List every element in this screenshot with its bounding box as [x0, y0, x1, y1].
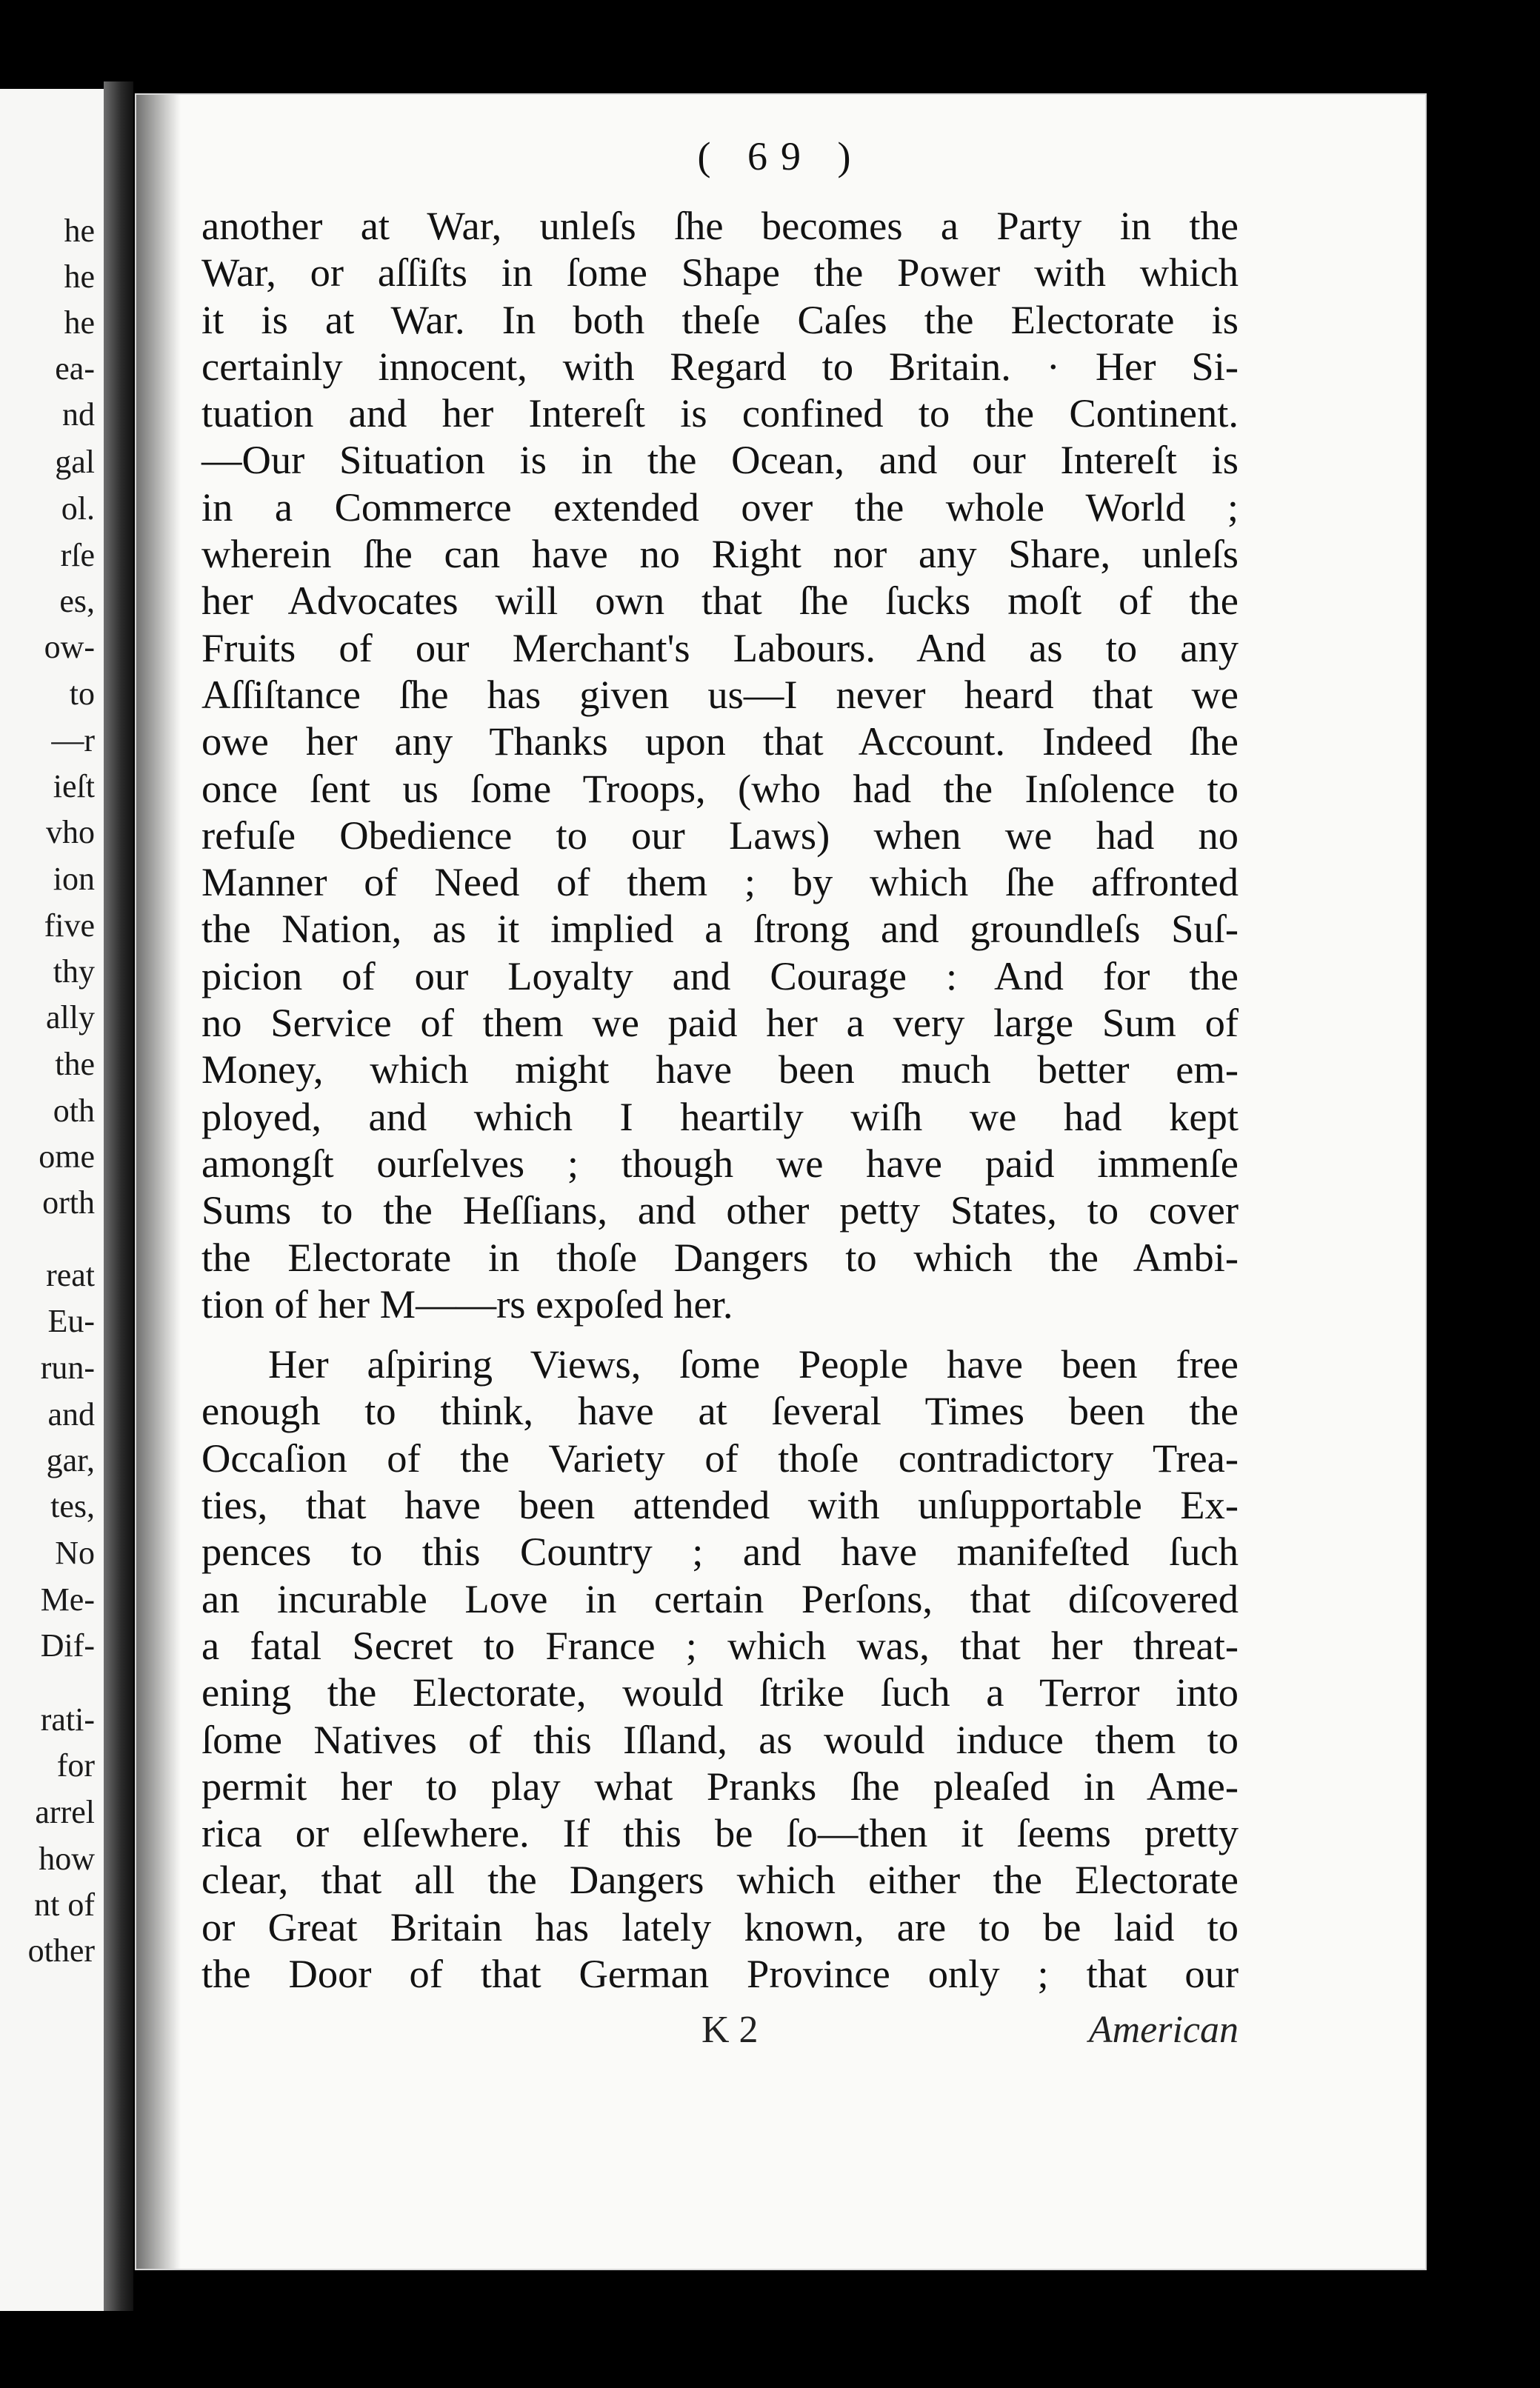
- text-line: ties, that have been attended with unſupportable Ex-: [201, 1482, 1239, 1528]
- paragraph-gap: [201, 1327, 1239, 1341]
- facing-page-line: —r: [51, 722, 95, 758]
- text-line: or Great Britain has lately known, are to be laid to: [201, 1904, 1239, 1950]
- catchword: American: [1088, 2009, 1239, 2051]
- book-gutter: [104, 81, 133, 2311]
- facing-page-line: rati-: [40, 1701, 95, 1738]
- text-line: her Advocates will own that ſhe ſucks moſt of the: [201, 578, 1239, 624]
- text-line: clear, that all the Dangers which either the Electorate: [201, 1857, 1239, 1903]
- facing-page-line: tes,: [50, 1488, 95, 1524]
- facing-page-line: ion: [53, 861, 95, 897]
- facing-page-line: he: [64, 259, 95, 295]
- text-line: a fatal Secret to France ; which was, that her threat-: [201, 1622, 1239, 1668]
- facing-page-line: other: [27, 1932, 95, 1969]
- facing-page-line: he: [64, 304, 95, 341]
- text-line: ening the Electorate, would ſtrike ſuch a Terror into: [201, 1670, 1239, 1715]
- text-line: Manner of Need of them ; by which ſhe affronted: [201, 859, 1239, 905]
- text-line: the Electorate in thoſe Dangers to which the Ambi-: [201, 1234, 1239, 1280]
- facing-page-line: run-: [40, 1350, 95, 1386]
- text-line: Her aſpiring Views, ſome People have been free: [268, 1341, 1239, 1387]
- facing-page-line: ieſt: [53, 768, 95, 804]
- text-line: it is at War. In both theſe Caſes the Electorate is: [201, 296, 1239, 342]
- facing-page-line: the: [55, 1046, 95, 1082]
- text-line: an incurable Love in certain Perſons, that diſcovered: [201, 1575, 1239, 1621]
- text-line: another at War, unleſs ſhe becomes a Party in the: [201, 203, 1239, 248]
- facing-page-fragment: [0, 89, 104, 2311]
- text-line: no Service of them we paid her a very large Sum of: [201, 1000, 1239, 1046]
- text-line: picion of our Loyalty and Courage : And for the: [201, 953, 1239, 998]
- facing-page-line: ol.: [61, 490, 95, 527]
- text-line: ſome Natives of this Iſland, as would induce them to: [201, 1716, 1239, 1762]
- text-line: Money, which might have been much better em-: [201, 1047, 1239, 1093]
- text-line: wherein ſhe can have no Right nor any Share, unleſs: [201, 531, 1239, 577]
- text-line: ployed, and which I heartily wiſh we had kept: [201, 1093, 1239, 1139]
- text-line: Occaſion of the Variety of thoſe contradictory Trea-: [201, 1435, 1239, 1481]
- facing-page-line: how: [39, 1841, 95, 1877]
- text-line: tuation and her Intereſt is confined to the Continent.: [201, 390, 1239, 436]
- page-number: ( 69 ): [697, 134, 864, 179]
- facing-page-line: oth: [53, 1093, 95, 1129]
- text-line: refuſe Obedience to our Laws) when we had no: [201, 812, 1239, 858]
- facing-page-line: thy: [53, 953, 95, 990]
- facing-page-line: rſe: [60, 537, 95, 573]
- facing-page-line: Dif-: [40, 1627, 95, 1664]
- facing-page-line: nt of: [34, 1887, 95, 1923]
- text-line: permit her to play what Pranks ſhe pleaſed in Ame-: [201, 1763, 1239, 1809]
- facing-page-line: es,: [59, 583, 95, 619]
- text-line: War, or aſſiſts in ſome Shape the Power with which: [201, 250, 1239, 296]
- book-page: [136, 95, 1425, 2269]
- text-line: once ſent us ſome Troops, (who had the Inſolence to: [201, 765, 1239, 811]
- facing-page-line: Eu-: [47, 1303, 95, 1339]
- text-line: enough to think, have at ſeveral Times been the: [201, 1388, 1239, 1434]
- text-line: Sums to the Heſſians, and other petty States, to cover: [201, 1187, 1239, 1233]
- text-line: amongſt ourſelves ; though we have paid immenſe: [201, 1140, 1239, 1186]
- facing-page-line: No: [55, 1535, 95, 1571]
- facing-page-line: ome: [39, 1138, 95, 1175]
- text-line: tion of her M——rs expoſed her.: [201, 1281, 733, 1327]
- facing-page-line: and: [47, 1396, 95, 1433]
- facing-page-line: ow-: [44, 629, 95, 665]
- facing-page-line: five: [44, 907, 95, 944]
- text-line: owe her any Thanks upon that Account. Indeed ſhe: [201, 718, 1239, 764]
- facing-page-line: ally: [46, 999, 95, 1035]
- text-line: certainly innocent, with Regard to Britain. · Her Si-: [201, 343, 1239, 389]
- page-body-text: [201, 202, 1239, 1997]
- facing-page-line: vho: [46, 814, 95, 850]
- text-line: —Our Situation is in the Ocean, and our Intereſt is: [201, 437, 1239, 483]
- text-line: the Nation, as it implied a ſtrong and groundleſs Suſ-: [201, 906, 1239, 952]
- text-line: pences to this Country ; and have manifeſted ſuch: [201, 1529, 1239, 1575]
- facing-page-line: orth: [42, 1184, 95, 1221]
- facing-page-line: gar,: [46, 1442, 95, 1478]
- facing-page-line: to: [69, 676, 95, 712]
- facing-page-line: he: [64, 213, 95, 249]
- text-line: Fruits of our Merchant's Labours. And as to any: [201, 624, 1239, 670]
- facing-page-line: arrel: [35, 1794, 95, 1830]
- signature-mark: K 2: [701, 2009, 759, 2051]
- facing-page-line: for: [56, 1747, 95, 1784]
- text-line: in a Commerce extended over the whole World ;: [201, 484, 1239, 530]
- page-footer: [201, 2008, 1239, 2060]
- facing-page-line: Me-: [40, 1581, 95, 1618]
- facing-page-line: nd: [62, 396, 95, 433]
- text-line: rica or elſewhere. If this be ſo—then it ſeems pretty: [201, 1810, 1239, 1856]
- facing-page-line: gal: [55, 444, 95, 480]
- facing-page-line: ea-: [55, 350, 95, 387]
- text-line: the Door of that German Province only ; that our: [201, 1950, 1239, 1996]
- page-edge-shadow: [136, 95, 181, 2269]
- text-line: Aſſiſtance ſhe has given us—I never heard that we: [201, 671, 1239, 717]
- facing-page-line: reat: [46, 1257, 95, 1293]
